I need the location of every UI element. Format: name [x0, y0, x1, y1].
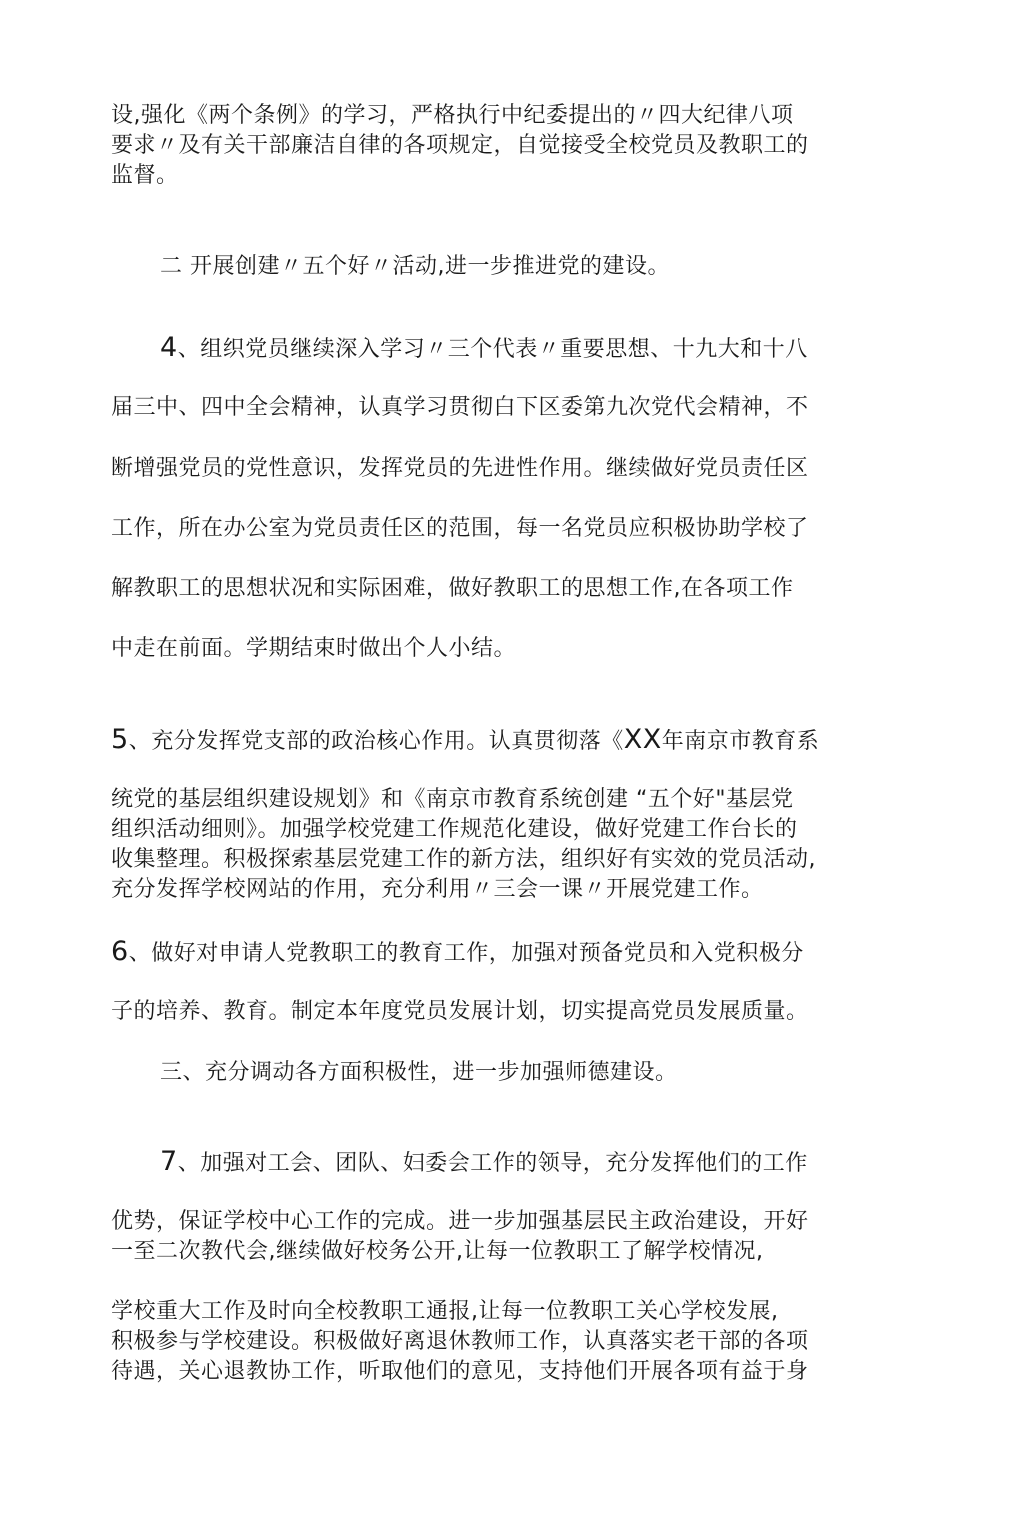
- text-line: 充分发挥学校网站的作用，充分利用〃三会一课〃开展党建工作。: [111, 877, 764, 902]
- text-line: 届三中、四中全会精神，认真学习贯彻白下区委第九次党代会精神，不: [111, 395, 809, 420]
- list-item-first-line: [160, 1147, 808, 1179]
- section-heading: 二 开展创建〃五个好〃活动,进一步推进党的建设。: [160, 254, 670, 279]
- text-line: 优势，保证学校中心工作的完成。进一步加强基层民主政治建设，开好: [111, 1209, 809, 1234]
- item-number: 7: [160, 1146, 178, 1177]
- year-placeholder: XX: [623, 724, 662, 755]
- list-item-first-line: [111, 725, 819, 757]
- item-number: 5: [111, 724, 129, 755]
- item-number: 6: [111, 936, 129, 967]
- text-line: 子的培养、教育。制定本年度党员发展计划，切实提高党员发展质量。: [111, 999, 809, 1024]
- list-item-first-line: [111, 937, 804, 969]
- text-line: 要求〃及有关干部廉洁自律的各项规定，自觉接受全校党员及教职工的: [111, 133, 809, 158]
- text-segment: 、充分发挥党支部的政治核心作用。认真贯彻落《: [128, 729, 624, 754]
- text-line: 工作，所在办公室为党员责任区的范围，每一名党员应积极协助学校了: [111, 516, 809, 541]
- text-line: 监督。: [111, 163, 179, 188]
- text-line: 收集整理。积极探索基层党建工作的新方法，组织好有实效的党员活动,: [111, 847, 816, 872]
- text-line: 一至二次教代会,继续做好校务公开,让每一位教职工了解学校情况,: [111, 1239, 764, 1264]
- text-line: 解教职工的思想状况和实际困难，做好教职工的思想工作,在各项工作: [111, 576, 794, 601]
- list-item-first-line: [160, 333, 808, 365]
- text-segment: 年南京市教育系: [661, 729, 820, 754]
- text-line: 积极参与学校建设。积极做好离退休教师工作，认真落实老干部的各项: [111, 1329, 809, 1354]
- text-line: 待遇，关心退教协工作，听取他们的意见，支持他们开展各项有益于身: [111, 1359, 809, 1384]
- text-line: 、加强对工会、团队、妇委会工作的领导，充分发挥他们的工作: [177, 1151, 808, 1176]
- text-line: 、做好对申请人党教职工的教育工作，加强对预备党员和入党积极分: [128, 941, 804, 966]
- text-line: 断增强党员的党性意识，发挥党员的先进性作用。继续做好党员责任区: [111, 456, 809, 481]
- text-line: 学校重大工作及时向全校教职工通报,让每一位教职工关心学校发展,: [111, 1299, 779, 1324]
- text-line: 统党的基层组织建设规划》和《南京市教育系统创建 “五个好"基层党: [111, 787, 794, 812]
- item-number: 4: [160, 332, 178, 363]
- section-heading: 三、充分调动各方面积极性，进一步加强师德建设。: [160, 1060, 678, 1085]
- text-line: 设,强化《两个条例》的学习，严格执行中纪委提出的〃四大纪律八项: [111, 103, 794, 128]
- text-line: 中走在前面。学期结束时做出个人小结。: [111, 636, 517, 661]
- text-line: 、组织党员继续深入学习〃三个代表〃重要思想、十九大和十八: [177, 337, 808, 362]
- text-line: 组织活动细则》。加强学校党建工作规范化建设，做好党建工作台长的: [111, 817, 798, 842]
